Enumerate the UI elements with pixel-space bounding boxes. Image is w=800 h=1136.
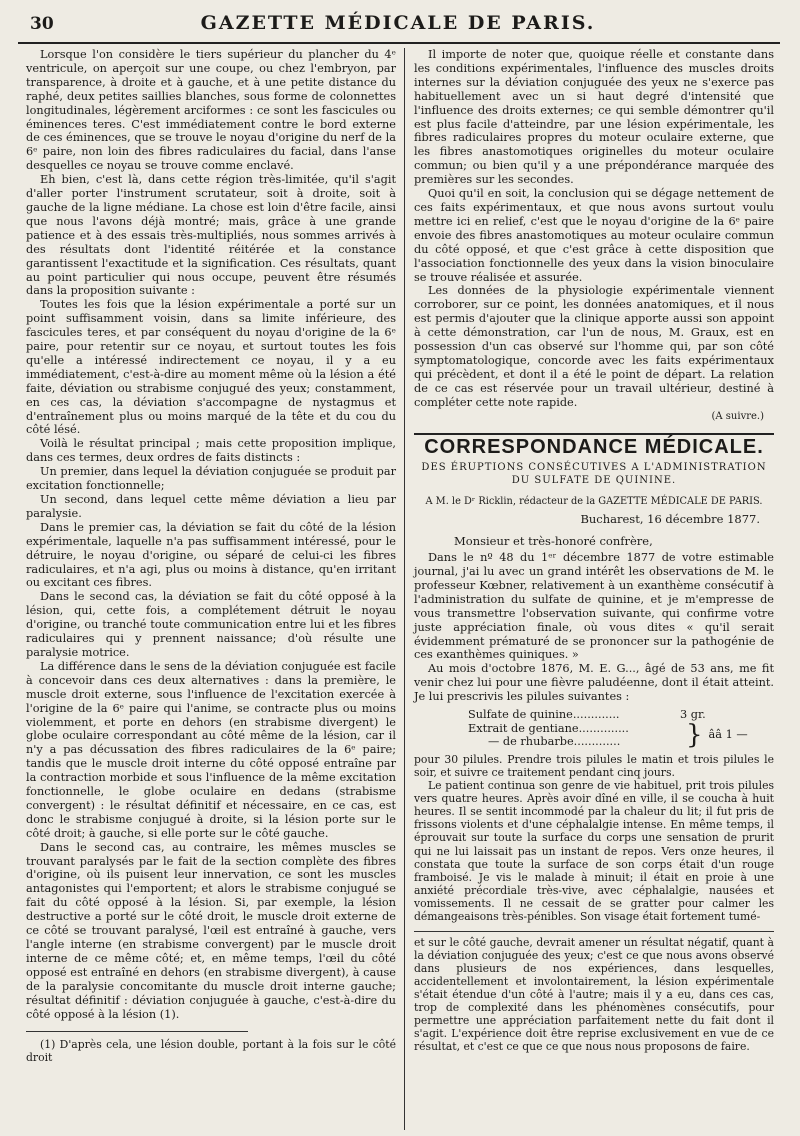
paragraph: Eh bien, c'est là, dans cette région très-limitée, qu'il s'agit d'aller porter l'instrument scrutateur, soit à droite, soit à gauche de la ligne médiane. La chose est loin d'être facile, ainsi que nous l'avons déjà montré; mais, grâce à une grande patience et à des essais très-multipliés, nous sommes arrivés à des résultats dont l'identité réitérée et la constance garantissent l'exactitude et la signification. Ces résultats, quant au point particulier qui nous occupe, peuvent être résumés dans la proposition suivante : bbox=[26, 173, 396, 298]
paragraph: Un second, dans lequel cette même déviation a lieu par paralysie. bbox=[26, 493, 396, 520]
prescription-item: Extrait de gentiane.............. bbox=[468, 721, 629, 735]
prescription-item: — de rhubarbe............. bbox=[488, 735, 621, 749]
paragraph: Quoi qu'il en soit, la conclusion qui se dégage nettement de ces faits expérimentaux, et que nous avons surtout voulu mettre ici en relief, c'est que le noyau d'origine de la 6ᵉ paire envoie des fibres anastomotiques au moteur oculaire commun du côté opposé, et que c'est grâce à cette disposition que l'association fonctionnelle des yeux dans la vision binoculaire se trouve réalisée et assurée. bbox=[414, 187, 774, 284]
column-divider bbox=[404, 48, 405, 1130]
prescription-item: Sulfate de quinine............. bbox=[468, 708, 620, 722]
prescription bbox=[468, 708, 774, 749]
footnote-continuation: et sur le côté gauche, devrait amener un résultat négatif, quant à la déviation conjuguée des yeux; c'est ce que nous avons observé dans plusieurs de nos expériences, dans lesquelles, accidentellement et involontairement, la lésion expérimentale s'était étendue d'un côté à l'autre; mais il y a eu, dans ces cas, trop de complexité dans les phénomènes consécutifs, pour permettre une appréciation parfaitement nette du fait dont il s'agit. L'expérience doit être reprise exclusivement en vue de ce résultat, et c'est ce que ce que nous nous proposons de faire. bbox=[414, 936, 774, 1054]
paragraph: Le patient continua son genre de vie habituel, prit trois pilules vers quatre heures. Après avoir dîné en ville, il se coucha à huit heures. Il se sentit incommodé par la chaleur du lit; il fut pris de frissons violents et d'une céphalalgie intense. En même temps, il éprouvait sur toute la surface du corps une sensation de prurit qui ne lui laissait pas un instant de repos. Vers onze heures, il constata que toute la surface de son corps était d'un rouge framboisé. Je vis le malade à minuit; il était en proie à une anxiété précordiale très-vive, avec céphalalgie, nausées et vomissements. Il ne cessait de se gratter pour calmer les démangeaisons très-pénibles. Son visage était fortement tumé- bbox=[414, 779, 774, 923]
paragraph: Toutes les fois que la lésion expérimentale a porté sur un point suffisamment voisin, dans sa limite inférieure, des fascicules teres, et par conséquent du noyau d'origine de la 6ᵉ paire, pour retentir sur ce noyau, et surtout toutes les fois qu'elle a intéressé indirectement ce noyau, il y a eu immédiatement, c'est-à-dire au moment même où la lésion a été faite, déviation ou strabisme conjugué des yeux; constamment, en ces cas, la déviation s'accompagne de nystagmus et d'entraînement plus ou moins marqué de la tête et du cou du côté lésé. bbox=[26, 298, 396, 437]
paragraph: Dans le second cas, la déviation se fait du côté opposé à la lésion, qui, cette fois, a complétement détruit le noyau d'origine, ou tranché toute communication entre lui et les fibres radiculaires qui y prennent naissance; d'où résulte une paralysie motrice. bbox=[26, 590, 396, 659]
paragraph: Voilà le résultat principal ; mais cette proposition implique, dans ces termes, deux ordres de faits distincts : bbox=[26, 437, 396, 465]
footnote-rule bbox=[414, 931, 774, 932]
paragraph: Un premier, dans lequel la déviation conjuguée se produit par excitation fonctionnelle; bbox=[26, 465, 396, 493]
prescription-quantity: ââ 1 — bbox=[708, 728, 748, 742]
paragraph: Il importe de noter que, quoique réelle et constante dans les conditions expérimentales, l'influence des muscles droits internes sur la déviation conjuguée des yeux ne s'exerce pas habituellement avec un si haut degré d'intensité que l'influence des droits externes; ce qui semble démontrer qu'il est plus facile d'atteindre, par une lésion expérimentale, les fibres radiculaires propres du moteur oculaire externe, que les fibres anastomotiques originelles du moteur oculaire commun; ou bien qu'il y a une prépondérance marquée des premières sur les secondes. bbox=[414, 48, 774, 187]
page-header bbox=[18, 10, 778, 38]
to-be-continued: (A suivre.) bbox=[711, 410, 764, 422]
prescription-quantity: 3 gr. bbox=[680, 708, 706, 722]
paragraph: Dans le second cas, au contraire, les mêmes muscles se trouvant paralysés par le fait de la section complète des fibres d'origine, où ils puisent leur innervation, ce sont les muscles antagonistes qui l'emportent; et alors le strabisme conjugué se fait du côté opposé à la lésion. Si, par exemple, la lésion destructive a porté sur le côté droit, le muscle droit externe de ce côté se trouvant paralysé, l'œil est entraîné à gauche, vers l'angle interne (en strabisme convergent) par le muscle droit interne de ce même côté; et, en même temps, l'œil du côté opposé est entraîné en dehors (en strabisme divergent), à cause de la paralysie concomitante du muscle droit interne gauche; résultat définitif : déviation conjuguée à gauche, c'est-à-dire du côté opposé à la lésion (1). bbox=[26, 840, 396, 1021]
left-column bbox=[26, 48, 396, 1064]
journal-title: GAZETTE MÉDICALE DE PARIS. bbox=[200, 12, 596, 34]
footnote: (1) D'après cela, une lésion double, portant à la fois sur le côté droit bbox=[26, 1038, 396, 1065]
section-title: CORRESPONDANCE MÉDICALE. bbox=[424, 436, 764, 459]
paragraph: Lorsque l'on considère le tiers supérieur du plancher du 4ᵉ ventricule, on aperçoit sur une coupe, ou chez l'embryon, par transparence, à droite et à gauche, et à une petite distance du raphé, deux petites saillies blanches, sous forme de colonnettes longitudinales, légèrement arciformes : ce sont les fascicules ou éminences teres. C'est immédiatement contre le bord externe de ces éminences, que se trouve le noyau d'origine du nerf de la 6ᵉ paire, non loin des fibres radiculaires du facial, dans l'anse desquelles ce noyau se trouve comme enclavé. bbox=[26, 48, 396, 173]
section-subtitle: DU SULFATE DE QUININE. bbox=[511, 475, 677, 487]
section-subtitle: DES ÉRUPTIONS CONSÉCUTIVES A L'ADMINISTRATION bbox=[421, 462, 767, 474]
right-column bbox=[414, 48, 774, 1053]
letter-greeting: Monsieur et très-honoré confrère, bbox=[454, 534, 653, 549]
page-number: 30 bbox=[30, 14, 54, 34]
header-rule bbox=[18, 42, 780, 44]
paragraph: Dans le premier cas, la déviation se fait du côté de la lésion expérimentale, laquelle n'a pas suffisamment intéressé, pour le détruire, le noyau d'origine, ou séparé de celui-ci les fibres radiculaires, et n'a agi, plus ou moins à distance, qu'en irritant ou excitant ces fibres. bbox=[26, 520, 396, 590]
letter-place-date: Bucharest, 16 décembre 1877. bbox=[580, 512, 760, 527]
paragraph: Au mois d'octobre 1876, M. E. G..., âgé de 53 ans, me fit venir chez lui pour une fièvre paludéenne, dont il était atteint. Je lui prescrivis les pilules suivantes : bbox=[414, 662, 774, 704]
paragraph: pour 30 pilules. Prendre trois pilules le matin et trois pilules le soir, et suivre ce traitement pendant cinq jours. bbox=[414, 752, 774, 779]
paragraph: Dans le nº 48 du 1ᵉʳ décembre 1877 de votre estimable journal, j'ai lu avec un grand intérêt les observations de M. le professeur Kœbner, relativement à un exanthème consécutif à l'administration du sulfate de quinine, et je m'empresse de vous transmettre l'observation suivante, qui confirme votre juste appréciation finale, où vous dites « qu'il serait évidemment prématuré de se prononcer sur la pathogénie de ces exanthèmes quiniques. » bbox=[414, 551, 774, 662]
brace-glyph: } bbox=[686, 720, 703, 751]
paragraph: Les données de la physiologie expérimentale viennent corroborer, sur ce point, les données anatomiques, et il nous est permis d'ajouter que la clinique apporte aussi son appoint à cette démonstration, car l'un de nous, M. Graux, est en possession d'un cas observé sur l'homme qui, par son côté symptomatologique, concorde avec les faits expérimentaux qui précèdent, et dont il a été le point de départ. La relation de ce cas est réservée pour un travail ultérieur, destiné à compléter cette note rapide. bbox=[414, 284, 774, 409]
letter-address: A M. le Dʳ Ricklin, rédacteur de la GAZETTE MÉDICALE DE PARIS. bbox=[425, 496, 763, 508]
footnote-rule bbox=[26, 1031, 248, 1032]
paragraph: La différence dans le sens de la déviation conjuguée est facile à concevoir dans ces deux alternatives : dans la première, le muscle droit externe, sous l'influence de l'excitation exercée à l'origine de la 6ᵉ paire qui l'anime, se contracte plus ou moins violemment, et porte en dehors (en strabisme divergent) le globe oculaire correspondant au côté même de la lésion, car il n'y a pas décussation des fibres radiculaires de la 6ᵉ paire; tandis que le muscle droit interne du côté opposé entraîne par la contraction morbide et sous l'influence de la même excitation fonctionnelle, le globe oculaire en dedans (strabisme convergent) : le résultat définitif et nécessaire, en ce cas, est donc le strabisme conjugué à droite, si la lésion porte sur le côté droit; à gauche, si elle porte sur le côté gauche. bbox=[26, 659, 396, 840]
